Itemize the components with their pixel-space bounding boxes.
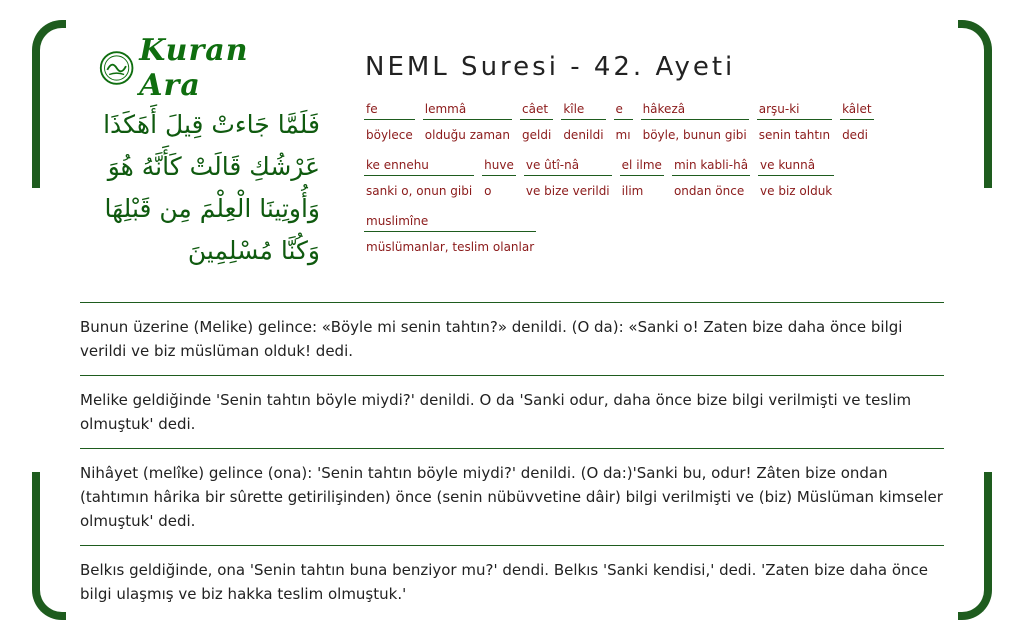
word-item[interactable] — [641, 102, 749, 142]
word-transliteration[interactable]: ve ûtî-nâ — [524, 158, 612, 176]
word-transliteration[interactable]: ve kunnâ — [758, 158, 834, 176]
word-item[interactable] — [423, 102, 512, 142]
word-by-word-list — [364, 102, 944, 270]
word-meaning: mı — [615, 128, 631, 142]
word-meaning: denildi — [563, 128, 604, 142]
word-transliteration[interactable]: fe — [364, 102, 415, 120]
logo-text: Kuran Ara — [139, 33, 249, 103]
word-meaning: o — [484, 184, 492, 198]
word-meaning: senin tahtın — [758, 128, 831, 142]
frame-corner-top-left — [32, 20, 66, 188]
word-item[interactable] — [364, 214, 536, 254]
word-transliteration[interactable]: el ilme — [620, 158, 664, 176]
word-meaning: olduğu zaman — [424, 128, 511, 142]
word-meaning: böyle, bunun gibi — [642, 128, 747, 142]
word-item[interactable] — [520, 102, 553, 142]
translation-item: Bunun üzerine (Melike) gelince: «Böyle mi senin tahtın?» denildi. (O da): «Sanki o! Zaten bize daha önce bilgi verildi ve biz müslüman olduk! dedi. — [80, 302, 944, 375]
translation-item: Melike geldiğinde 'Senin tahtın böyle miydi?' denildi. O da 'Sanki odur, daha önce bize bilgi verilmişti ve teslim olmuştuk' dedi. — [80, 375, 944, 448]
word-item[interactable] — [364, 158, 474, 198]
word-meaning: ilim — [621, 184, 644, 198]
site-logo[interactable] — [98, 33, 318, 103]
translation-item: Nihâyet (melîke) gelince (ona): 'Senin tahtın böyle miydi?' denildi. (O da:)'Sanki bu, odur! Zâten bize ondan (tahtımın hârika bir sûrette getirilişinden) önce (senin nübüvvetine dâir) bilgi verilmişti ve (biz) Müslüman kimseler olmuştuk' dedi. — [80, 448, 944, 545]
word-transliteration[interactable]: kâlet — [840, 102, 874, 120]
word-transliteration[interactable]: muslimîne — [364, 214, 536, 232]
word-meaning: geldi — [522, 128, 552, 142]
word-meaning: ve bize verildi — [525, 184, 610, 198]
word-transliteration[interactable]: câet — [520, 102, 553, 120]
translation-list — [80, 302, 944, 618]
quran-seal-icon — [98, 48, 135, 88]
frame-corner-bottom-right — [958, 472, 992, 620]
word-transliteration[interactable]: kîle — [561, 102, 605, 120]
word-meaning: sanki o, onun gibi — [366, 184, 473, 198]
word-meaning: dedi — [842, 128, 869, 142]
word-transliteration[interactable]: hâkezâ — [641, 102, 749, 120]
word-item[interactable] — [561, 102, 605, 142]
word-transliteration[interactable]: min kabli-hâ — [672, 158, 750, 176]
word-item[interactable] — [482, 158, 516, 198]
word-item[interactable] — [524, 158, 612, 198]
word-meaning: müslümanlar, teslim olanlar — [366, 240, 535, 254]
word-meaning: böylece — [366, 128, 413, 142]
word-item[interactable] — [840, 102, 874, 142]
page-title: NEML Suresi - 42. Ayeti — [365, 52, 736, 82]
frame-corner-bottom-left — [32, 472, 66, 620]
arabic-ayah-text: فَلَمَّا جَاءتْ قِيلَ أَهَكَذَا عَرْشُكِ قَالَتْ كَأَنَّهُ هُوَ وَأُوتِينَا الْعِلْمَ مِن قَبْلِهَا وَكُنَّا مُسْلِمِينَ — [103, 110, 320, 265]
word-item[interactable] — [620, 158, 664, 198]
word-transliteration[interactable]: e — [614, 102, 633, 120]
word-meaning: ve biz olduk — [760, 184, 833, 198]
word-item[interactable] — [364, 102, 415, 142]
word-transliteration[interactable]: arşu-ki — [757, 102, 832, 120]
word-transliteration[interactable]: huve — [482, 158, 516, 176]
translation-item: Belkıs geldiğinde, ona 'Senin tahtın buna benziyor mu?' dendi. Belkıs 'Sanki kendisi,' dedi. 'Zaten bize daha önce bilgi ulaşmış ve biz hakka teslim olmuştuk.' — [80, 545, 944, 618]
word-transliteration[interactable]: lemmâ — [423, 102, 512, 120]
word-transliteration[interactable]: ke ennehu — [364, 158, 474, 176]
frame-corner-top-right — [958, 20, 992, 188]
word-item[interactable] — [672, 158, 750, 198]
word-meaning: ondan önce — [673, 184, 745, 198]
word-item[interactable] — [758, 158, 834, 198]
word-item[interactable] — [614, 102, 633, 142]
word-item[interactable] — [757, 102, 832, 142]
